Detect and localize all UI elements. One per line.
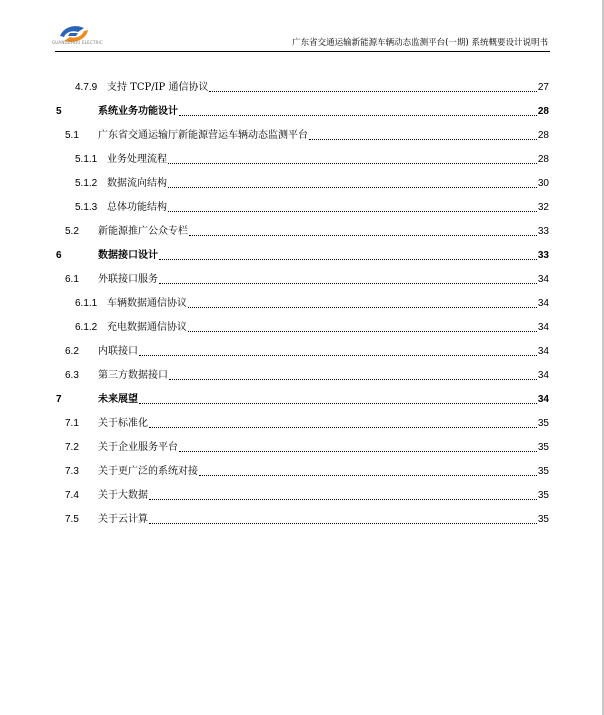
toc-entry-title: 广东省交通运输厅新能源营运车辆动态监测平台 <box>98 130 308 141</box>
toc-entry-title: 未来展望 <box>98 394 138 405</box>
toc-entry-page-number: 34 <box>537 346 549 357</box>
toc-entry[interactable] <box>56 238 549 262</box>
header-divider <box>55 51 550 52</box>
toc-entry[interactable] <box>56 310 549 334</box>
toc-entry[interactable] <box>56 406 549 430</box>
toc-dot-leader <box>209 91 536 92</box>
toc-dot-leader <box>159 259 537 260</box>
toc-dot-leader <box>168 163 537 164</box>
toc-dot-leader <box>188 307 537 308</box>
toc-entry-page-number: 35 <box>537 442 549 453</box>
toc-entry[interactable] <box>56 118 549 142</box>
toc-entry[interactable] <box>56 166 549 190</box>
toc-entry[interactable] <box>56 478 549 502</box>
toc-entry-title: 总体功能结构 <box>107 202 167 213</box>
toc-entry-title: 关于企业服务平台 <box>98 442 178 453</box>
toc-entry-page-number: 27 <box>537 82 549 93</box>
toc-entry-number: 7.3 <box>65 466 79 477</box>
toc-entry-number: 7 <box>56 394 62 405</box>
toc-entry[interactable] <box>56 334 549 358</box>
toc-entry-title: 关于更广泛的系统对接 <box>98 466 198 477</box>
toc-entry-page-number: 30 <box>537 178 549 189</box>
toc-entry-number: 7.4 <box>65 490 79 501</box>
toc-entry[interactable] <box>56 382 549 406</box>
toc-entry[interactable] <box>56 502 549 526</box>
toc-entry-page-number: 28 <box>537 106 549 117</box>
toc-entry-number: 6 <box>56 250 62 261</box>
toc-entry-number: 6.3 <box>65 370 79 381</box>
toc-entry-title: 充电数据通信协议 <box>107 322 187 333</box>
toc-entry-title: 内联接口 <box>98 346 138 357</box>
toc-entry[interactable] <box>56 70 549 94</box>
toc-entry-title: 业务处理流程 <box>107 154 167 165</box>
toc-entry-title: 新能源推广公众专栏 <box>98 226 188 237</box>
toc-entry[interactable] <box>56 358 549 382</box>
toc-entry-page-number: 28 <box>537 130 549 141</box>
toc-entry-page-number: 33 <box>537 250 549 261</box>
toc-dot-leader <box>168 211 537 212</box>
toc-entry[interactable] <box>56 142 549 166</box>
toc-dot-leader <box>309 139 537 140</box>
toc-dot-leader <box>189 235 537 236</box>
toc-entry-page-number: 35 <box>537 466 549 477</box>
toc-entry-title: 支持 TCP/IP 通信协议 <box>107 82 209 93</box>
toc-entry[interactable] <box>56 286 549 310</box>
logo-text: GUANGZHOU ELECTRIC <box>52 40 103 45</box>
toc-dot-leader <box>169 379 537 380</box>
toc-dot-leader <box>149 523 537 524</box>
toc-entry-number: 7.1 <box>65 418 79 429</box>
toc-entry-number: 6.1.1 <box>75 298 98 309</box>
toc-dot-leader <box>159 283 537 284</box>
toc-dot-leader <box>149 427 537 428</box>
toc-entry-title: 外联接口服务 <box>98 274 158 285</box>
toc-entry[interactable] <box>56 94 549 118</box>
toc-entry-title: 数据流向结构 <box>107 178 167 189</box>
toc-entry-number: 4.7.9 <box>75 82 98 93</box>
toc-entry-page-number: 34 <box>537 298 549 309</box>
toc-entry-number: 5 <box>56 106 62 117</box>
toc-entry-number: 5.2 <box>65 226 79 237</box>
toc-dot-leader <box>139 355 537 356</box>
toc-entry-number: 6.1.2 <box>75 322 98 333</box>
page-header-title: 广东省交通运输新能源车辆动态监测平台(一期) 系统概要设计说明书 <box>292 38 548 48</box>
toc-entry-number: 7.2 <box>65 442 79 453</box>
toc-entry[interactable] <box>56 214 549 238</box>
toc-dot-leader <box>179 115 537 116</box>
toc-dot-leader <box>139 403 537 404</box>
toc-entry[interactable] <box>56 262 549 286</box>
toc-entry[interactable] <box>56 430 549 454</box>
toc-entry-title: 关于云计算 <box>98 514 148 525</box>
toc-entry-number: 5.1.1 <box>75 154 98 165</box>
toc-entry-number: 5.1.3 <box>75 202 98 213</box>
toc-entry-page-number: 33 <box>537 226 549 237</box>
toc-entry-page-number: 35 <box>537 490 549 501</box>
toc-dot-leader <box>179 451 537 452</box>
toc-entry-page-number: 34 <box>537 370 549 381</box>
toc-dot-leader <box>188 331 537 332</box>
toc-entry[interactable] <box>56 454 549 478</box>
toc-entry-page-number: 32 <box>537 202 549 213</box>
toc-entry-page-number: 34 <box>537 322 549 333</box>
table-of-contents <box>56 70 549 526</box>
toc-entry-page-number: 28 <box>537 154 549 165</box>
toc-entry-number: 7.5 <box>65 514 79 525</box>
toc-dot-leader <box>199 475 537 476</box>
toc-entry-page-number: 34 <box>537 394 549 405</box>
toc-entry-page-number: 35 <box>537 514 549 525</box>
toc-entry-title: 关于标准化 <box>98 418 148 429</box>
toc-dot-leader <box>149 499 537 500</box>
toc-entry-number: 6.1 <box>65 274 79 285</box>
toc-entry[interactable] <box>56 190 549 214</box>
toc-entry-number: 5.1 <box>65 130 79 141</box>
toc-entry-title: 第三方数据接口 <box>98 370 168 381</box>
toc-entry-number: 6.2 <box>65 346 79 357</box>
toc-entry-number: 5.1.2 <box>75 178 98 189</box>
toc-dot-leader <box>168 187 537 188</box>
toc-entry-title: 车辆数据通信协议 <box>107 298 187 309</box>
toc-entry-title: 系统业务功能设计 <box>98 106 178 117</box>
toc-entry-page-number: 34 <box>537 274 549 285</box>
toc-entry-page-number: 35 <box>537 418 549 429</box>
toc-entry-title: 关于大数据 <box>98 490 148 501</box>
toc-entry-title: 数据接口设计 <box>98 250 158 261</box>
